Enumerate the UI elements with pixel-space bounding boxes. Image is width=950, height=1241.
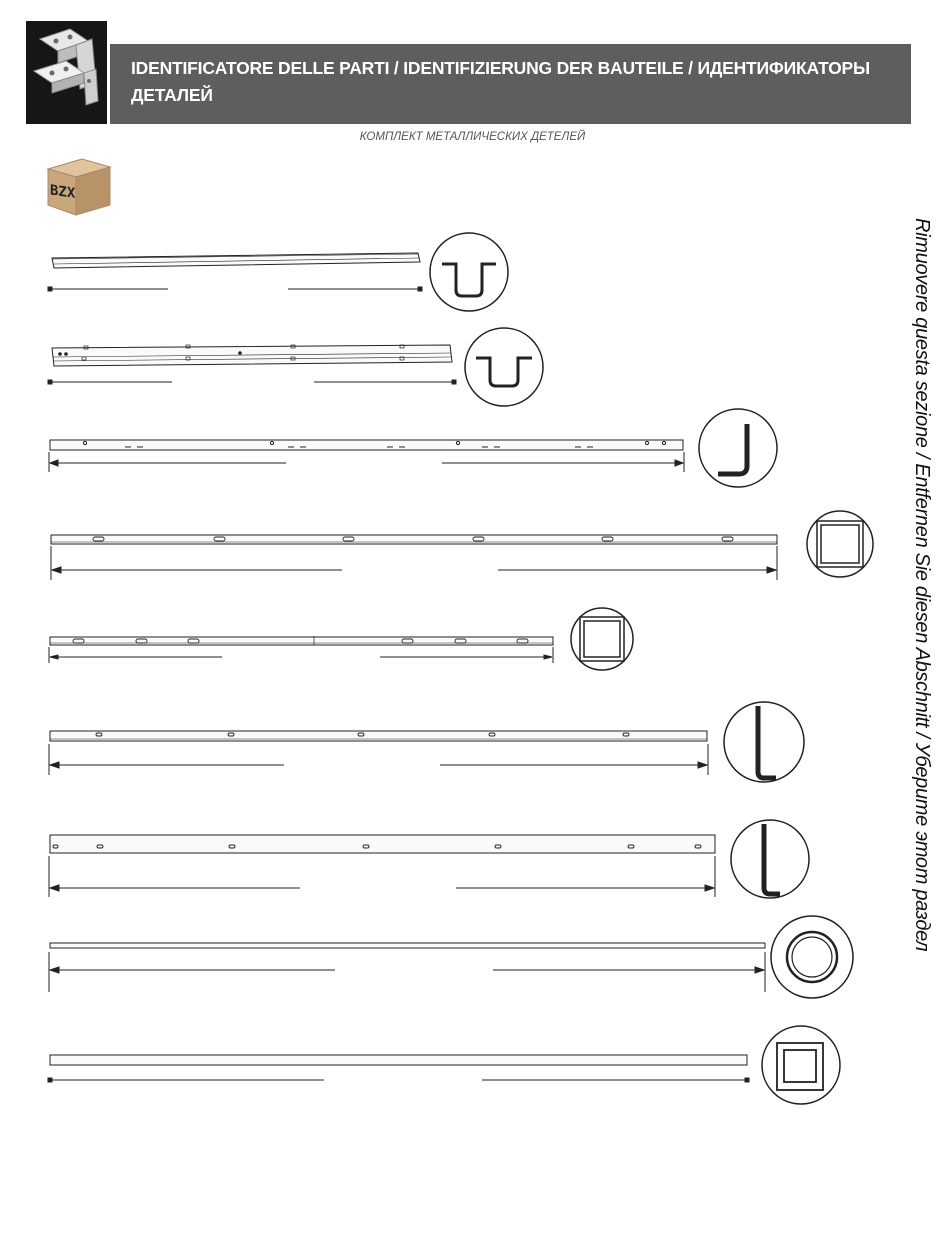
part-square-tube-2 xyxy=(49,608,633,670)
square-bar-profile-icon xyxy=(762,1026,840,1104)
side-note-text: Rimuovere questa sezione / Entfernen Sie diesen Abschnitt / Уберите этот раздел xyxy=(911,218,933,952)
round-tube-profile-icon xyxy=(771,916,853,998)
part-angle-bar-3 xyxy=(49,820,809,898)
square-tube-profile-icon xyxy=(571,608,633,670)
square-tube-profile-icon xyxy=(807,511,873,577)
box-label: BZX xyxy=(50,182,76,202)
part-angle-bar-2 xyxy=(49,702,804,782)
part-u-channel-2 xyxy=(48,328,543,406)
part-u-channel-1 xyxy=(48,233,508,311)
part-square-bar xyxy=(48,1026,840,1104)
u-channel-profile-icon xyxy=(430,233,508,311)
part-angle-bar-1 xyxy=(49,409,777,487)
angle-profile-icon xyxy=(724,702,804,782)
angle-profile-icon xyxy=(731,820,809,898)
part-round-tube xyxy=(49,916,853,998)
angle-profile-icon xyxy=(699,409,777,487)
page-subtitle: КОМПЛЕКТ МЕТАЛЛИЧЕСКИХ ДЕТЕЛЕЙ xyxy=(359,131,586,143)
part-square-tube-1 xyxy=(51,511,873,580)
page-title: IDENTIFICATORE DELLE PARTI / IDENTIFIZIERUNG DER BAUTEILE / ИДЕНТИФИКАТОРЫ ДЕТАЛЕЙ xyxy=(131,58,870,105)
side-note xyxy=(907,218,933,1038)
u-channel-profile-icon xyxy=(465,328,543,406)
